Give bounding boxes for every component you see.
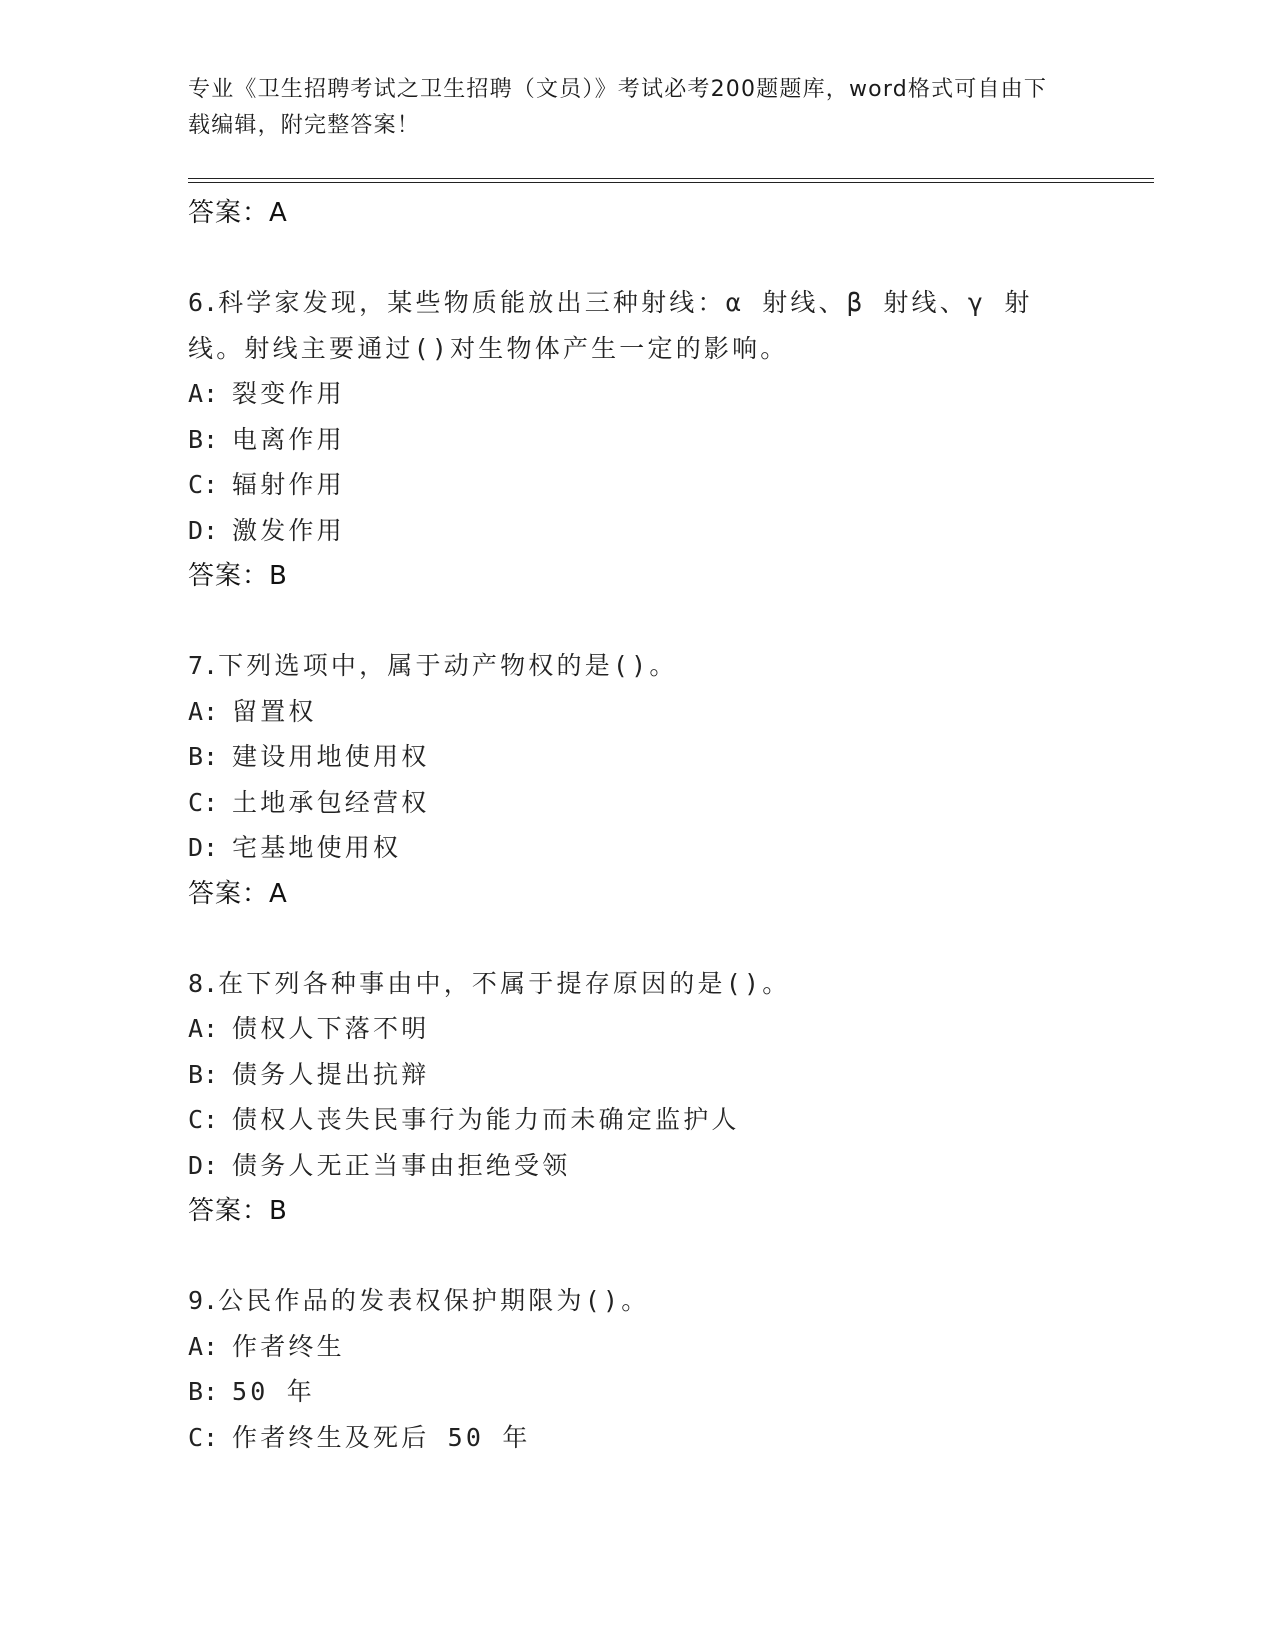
option-c (188, 1097, 1088, 1143)
header-double-rule (188, 178, 1154, 183)
question-number: 7. (188, 651, 219, 680)
option-a (188, 371, 1088, 417)
answer-line: 答案：B (188, 561, 288, 591)
option-key: C: (188, 1422, 219, 1452)
question-text (188, 643, 1088, 689)
question-text (188, 280, 1088, 371)
option-a (188, 1324, 1088, 1370)
option-c (188, 462, 1088, 508)
spacer (188, 599, 1088, 643)
question-body: 科学家发现，某些物质能放出三种射线：α 射线、β 射线、γ 射线。射线主要通过()对生物体产生一定的影响。 (188, 288, 1033, 363)
question-number: 6. (188, 288, 219, 317)
option-key: A: (188, 1331, 219, 1361)
option-b (188, 734, 1088, 780)
question-body: 在下列各种事由中，不属于提存原因的是()。 (218, 968, 791, 998)
option-d (188, 508, 1088, 554)
document-header (188, 72, 1068, 144)
question-number: 9. (188, 1286, 219, 1315)
option-text: 作者终生及死后 50 年 (232, 1422, 531, 1452)
option-key: B: (188, 424, 219, 454)
option-key: C: (188, 787, 219, 817)
question-number: 8. (188, 968, 219, 998)
option-text: 建设用地使用权 (232, 742, 430, 771)
option-key: B: (188, 1059, 219, 1089)
option-text: 土地承包经营权 (232, 787, 430, 817)
option-text: 辐射作用 (232, 470, 345, 499)
option-text: 激发作用 (232, 515, 345, 545)
question-text (188, 1278, 1088, 1324)
answer-line: 答案：A (188, 198, 288, 228)
question-body: 下列选项中，属于动产物权的是()。 (218, 651, 678, 680)
option-key: D: (188, 1150, 219, 1180)
option-text: 作者终生 (232, 1331, 345, 1361)
option-text: 债务人无正当事由拒绝受领 (232, 1150, 571, 1180)
spacer (188, 917, 1088, 961)
option-c (188, 780, 1088, 826)
option-text: 宅基地使用权 (232, 833, 402, 862)
option-text: 裂变作用 (232, 379, 345, 408)
question-list (188, 190, 1088, 1460)
option-a (188, 1006, 1088, 1052)
option-key: D: (188, 515, 219, 545)
option-text: 债权人丧失民事行为能力而未确定监护人 (232, 1105, 740, 1134)
option-key: A: (188, 1014, 219, 1043)
spacer (188, 1234, 1088, 1278)
option-a (188, 689, 1088, 735)
option-key: B: (188, 742, 219, 771)
option-b (188, 1052, 1088, 1098)
option-text: 债务人提出抗辩 (232, 1059, 430, 1089)
answer-line: 答案：A (188, 878, 288, 909)
option-b (188, 417, 1088, 463)
question-body: 公民作品的发表权保护期限为()。 (218, 1286, 650, 1315)
option-key: C: (188, 1105, 219, 1134)
header-text: 专业《卫生招聘考试之卫生招聘（文员）》考试必考200题题库，word格式可自由下载编辑，附完整答案！ (188, 77, 1048, 138)
option-text: 电离作用 (232, 424, 345, 454)
option-key: A: (188, 696, 219, 726)
question-text (188, 961, 1088, 1007)
option-b (188, 1369, 1088, 1415)
option-key: A: (188, 379, 219, 408)
option-text: 留置权 (232, 696, 317, 726)
option-key: B: (188, 1377, 219, 1406)
answer-line: 答案：B (188, 1196, 288, 1226)
spacer (188, 236, 1088, 280)
option-c (188, 1415, 1088, 1461)
option-text: 债权人下落不明 (232, 1014, 430, 1043)
option-d (188, 825, 1088, 871)
option-text: 50 年 (232, 1377, 315, 1406)
option-d (188, 1143, 1088, 1189)
option-key: C: (188, 470, 219, 499)
option-key: D: (188, 833, 219, 862)
